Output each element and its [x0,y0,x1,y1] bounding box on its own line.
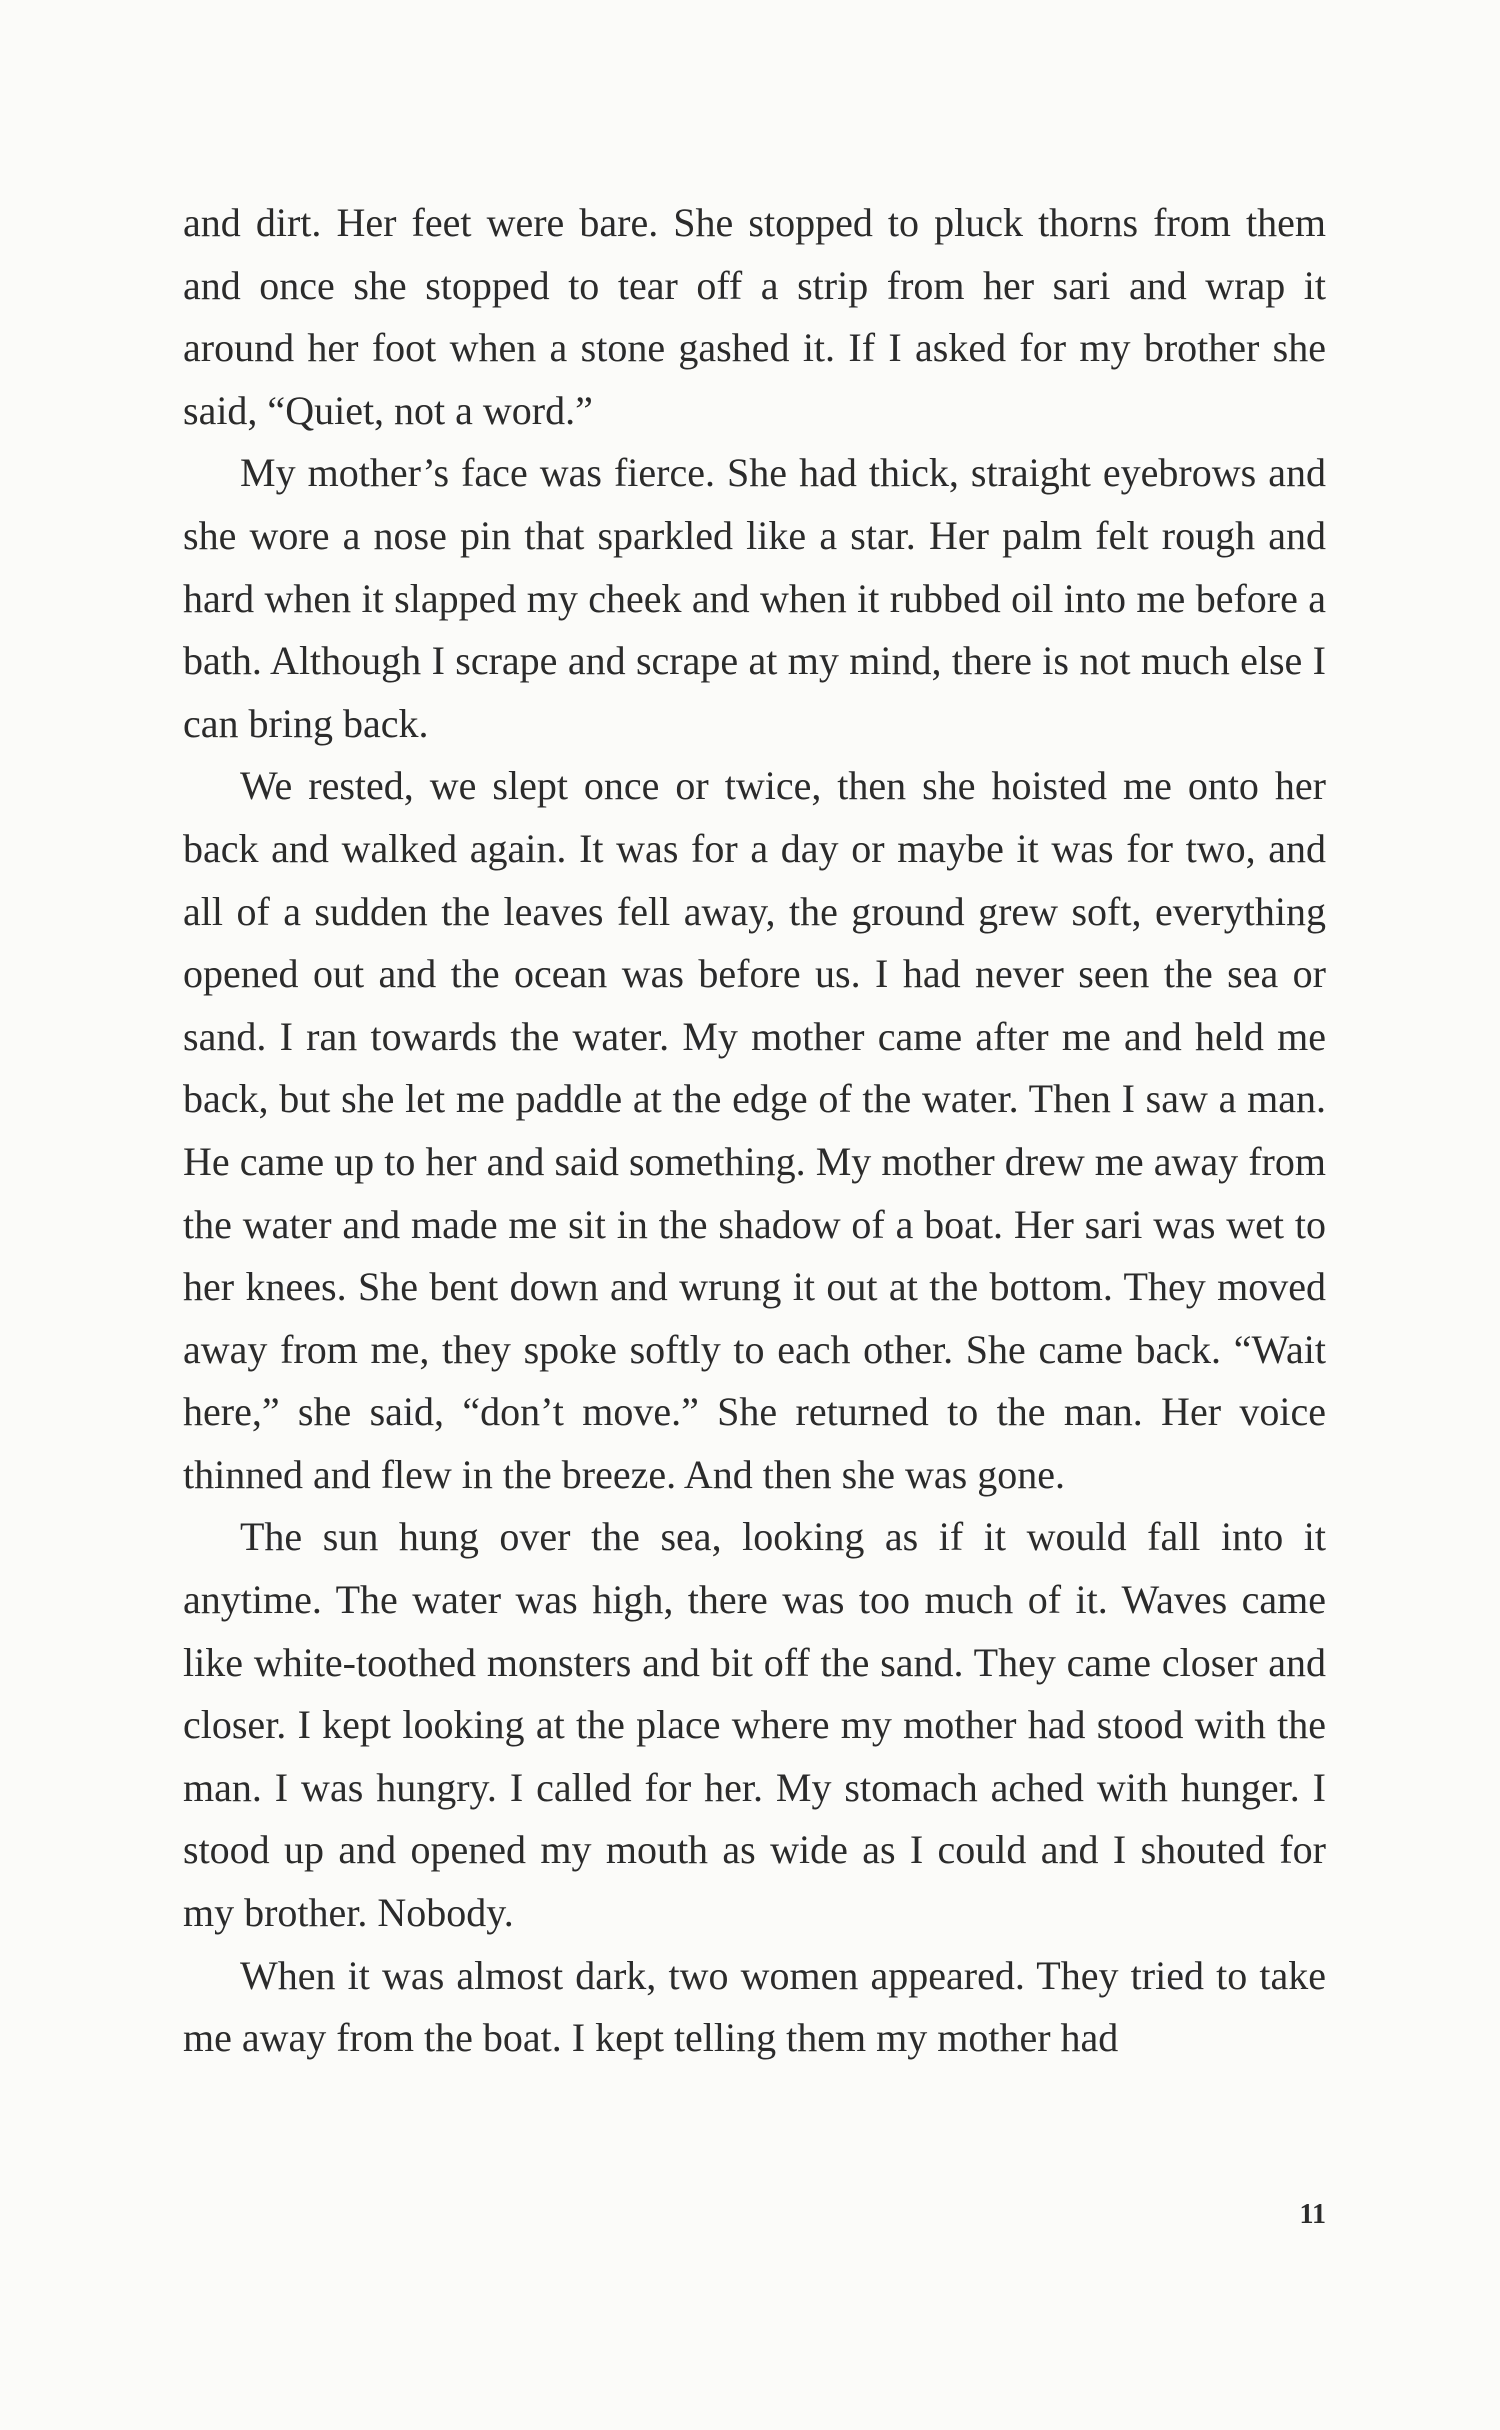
paragraph-continued: and dirt. Her feet were bare. She stopped to pluck thorns from them and once she stopped to tear off a strip from her sari and wrap it around her foot when a stone gashed it. If I asked for my brother she said, “Quiet, not a word.” [183,200,1326,433]
paragraph-two-women: When it was almost dark, two women appeared. They tried to take me away from the boat. I kept telling them my mother had [183,1952,1326,2061]
paragraph-sunset: The sun hung over the sea, looking as if it would fall into it anytime. The water was high, there was too much of it. Waves came like white-toothed monsters and bit off the sand. They came closer and closer. I kept looking at the place where my mother had stood with the man. I was hungry. I called for her. My stomach ached with hunger. I stood up and opened my mouth as wide as I could and I shouted for my brother. Nobody. [183,1514,1326,1936]
paragraph-mother-face: My mother’s face was fierce. She had thick, straight eyebrows and she wore a nose pin that sparkled like a star. Her palm felt rough and hard when it slapped my cheek and when it rubbed oil into me before a bath. Although I scrape and scrape at my mind, there is not much else I can bring back. [183,450,1326,746]
paragraph-journey-to-sea: We rested, we slept once or twice, then she hoisted me onto her back and walked again. It was for a day or maybe it was for two, and all of a sudden the leaves fell away, the ground grew soft, everything opened out and the ocean was before us. I had never seen the sea or sand. I ran towards the water. My mother came after me and held me back, but she let me paddle at the edge of the water. Then I saw a man. He came up to her and said something. My mother drew me away from the water and made me sit in the shadow of a boat. Her sari was wet to her knees. She bent down and wrung it out at the bottom. They moved away from me, they spoke softly to each other. She came back. “Wait here,” she said, “don’t move.” She returned to the man. Her voice thinned and flew in the breeze. And then she was gone. [183,763,1326,1497]
page-number: 11 [1299,2199,1326,2230]
body-text [183,192,1326,2070]
